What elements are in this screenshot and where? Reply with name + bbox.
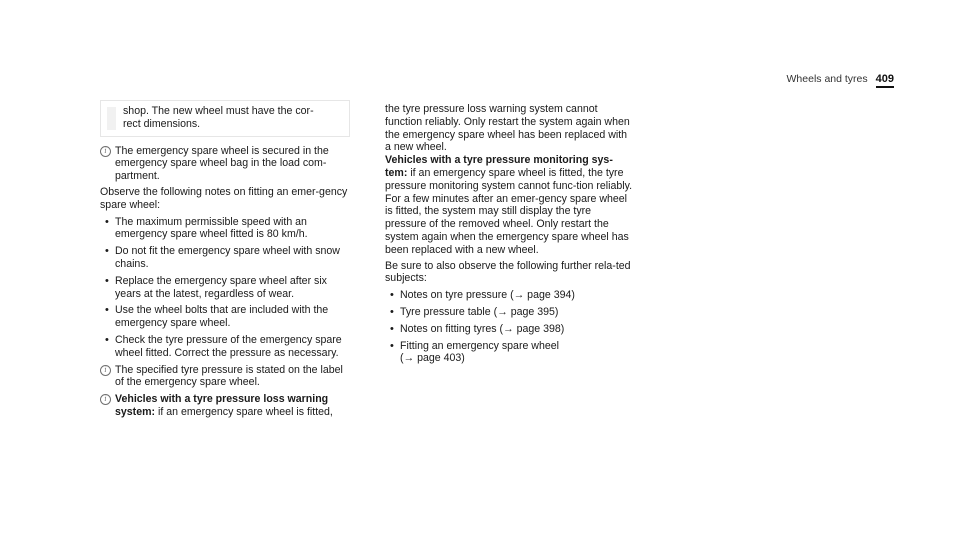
related-item[interactable]: • Tyre pressure table (→ page 395) xyxy=(385,306,635,319)
paragraph xyxy=(385,154,635,256)
related-item[interactable]: • Fitting an emergency spare wheel (→ page 403) xyxy=(385,340,635,366)
arrow-icon: → xyxy=(513,289,525,302)
info-note xyxy=(100,364,350,390)
info-note-text xyxy=(115,393,350,419)
note-heading: Vehicles with a tyre pressure loss warning system: xyxy=(115,393,329,418)
note-body: if an emergency spare wheel is fitted, xyxy=(155,405,333,418)
list-item: • Do not fit the emergency spare wheel with snow chains. xyxy=(100,245,350,271)
paragraph-body: if an emergency spare wheel is fitted, the tyre pressure monitoring system cannot func-tion reliably. For a few minutes after an emer-gency spare wheel is fitted, the system may still display the tyre pressure of the removed wheel. Only restart the system again when the emergency spare wheel has been replaced with a new wheel. xyxy=(385,166,633,256)
info-icon: i xyxy=(100,146,111,157)
info-icon: i xyxy=(100,394,111,405)
arrow-icon: → xyxy=(403,352,415,365)
intro-text: Observe the following notes on fitting an emer-gency spare wheel: xyxy=(100,185,348,211)
section-title: Wheels and tyres xyxy=(786,73,868,85)
list-item: • Use the wheel bolts that are included with the emergency spare wheel. xyxy=(100,304,350,330)
continued-note-box xyxy=(100,100,350,137)
info-icon: i xyxy=(100,365,111,376)
list-item: • The maximum permissible speed with an emergency spare wheel fitted is 80 km/h. xyxy=(100,216,350,242)
arrow-icon: → xyxy=(503,322,514,335)
info-note-text: The emergency spare wheel is secured in the emergency spare wheel bag in the load com-partment. xyxy=(115,144,329,183)
box-text: shop. The new wheel must have the cor- rect dimensions. xyxy=(123,105,314,130)
info-note xyxy=(100,393,350,419)
list-item: • Check the tyre pressure of the emergency spare wheel fitted. Correct the pressure as necessary. xyxy=(100,334,350,360)
notes-list xyxy=(100,216,350,360)
related-list xyxy=(385,289,635,365)
paragraph: the tyre pressure loss warning system cannot function reliably. Only restart the system again when the emergency spare wheel has been replaced with a new wheel. xyxy=(385,103,630,154)
related-item[interactable]: • Notes on tyre pressure (→ page 394) xyxy=(385,289,635,302)
page-header xyxy=(787,73,894,89)
arrow-icon: → xyxy=(497,305,508,318)
page-number: 409 xyxy=(876,73,894,88)
info-note xyxy=(100,145,350,183)
info-note-text: The specified tyre pressure is stated on the label of the emergency spare wheel. xyxy=(115,363,343,389)
related-intro: Be sure to also observe the following further rela-ted subjects: xyxy=(385,259,631,285)
right-column xyxy=(385,103,635,365)
related-item[interactable]: • Notes on fitting tyres (→ page 398) xyxy=(385,323,635,336)
left-column xyxy=(100,100,350,419)
list-item: • Replace the emergency spare wheel after six years at the latest, regardless of wear. xyxy=(100,275,350,301)
paragraph-heading: Vehicles with a tyre pressure monitoring sys-tem: xyxy=(385,154,613,179)
